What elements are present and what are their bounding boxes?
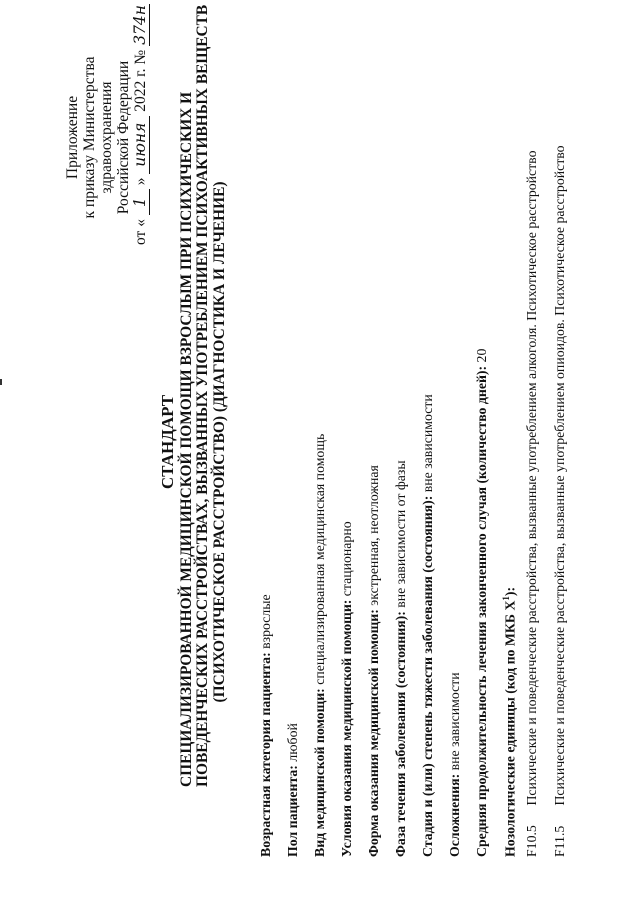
field-sex	[285, 723, 301, 857]
order-prefix: от «	[132, 219, 149, 245]
icd-description: Психические и поведенческие расстройства, вызванные употреблением опиоидов. Психотическое расстройство	[552, 145, 567, 806]
order-month: июня	[132, 116, 150, 174]
field-care-conditions	[339, 521, 355, 857]
appendix-line-1: к приказу Министерства здравоохранения	[81, 56, 115, 219]
field-value: вне зависимости	[447, 672, 462, 771]
field-value: вне зависимости от фазы	[393, 460, 408, 608]
field-label: Фаза течения заболевания (состояния):	[393, 611, 408, 857]
appendix-block	[64, 5, 150, 245]
nosology-row	[524, 151, 540, 858]
field-care-form	[366, 465, 382, 857]
field-value: специализированная медицинская помощь	[312, 433, 327, 685]
field-label: Осложнения:	[447, 773, 462, 857]
order-year: 2022 г. №	[132, 49, 149, 112]
standard-title-line-2: ПОВЕДЕНЧЕСКИХ РАССТРОЙСТВАХ, ВЫЗВАННЫХ УПОТРЕБЛЕНИЕМ ПСИХОАКТИВНЫХ ВЕЩЕСТВ	[194, 4, 211, 787]
standard-title-line-3: (ПСИХОТИЧЕСКОЕ РАССТРОЙСТВО) (ДИАГНОСТИКА И ЛЕЧЕНИЕ)	[210, 181, 228, 703]
field-value: стационарно	[339, 521, 354, 597]
nosology-row	[552, 145, 568, 857]
field-value: экстренная, неотложная	[366, 465, 381, 606]
appendix-line-2: Российской Федерации	[115, 60, 132, 215]
field-value: вне зависимости	[420, 394, 435, 493]
field-value: любой	[285, 723, 300, 762]
field-label: Вид медицинской помощи:	[312, 688, 327, 857]
nosology-label: Нозологические единицы (код по МКБ X	[502, 600, 518, 857]
standard-label: СТАНДАРТ	[158, 394, 177, 490]
field-label: Возрастная категория пациента:	[258, 652, 273, 857]
field-disease-stage	[420, 394, 436, 857]
icd-code: F10.5	[524, 825, 539, 857]
order-date-line	[131, 5, 150, 245]
standard-title-line-1: СПЕЦИАЛИЗИРОВАННОЙ МЕДИЦИНСКОЙ ПОМОЩИ ВЗРОСЛЫМ ПРИ ПСИХИЧЕСКИХ И	[177, 91, 195, 787]
field-value: взрослые	[258, 594, 273, 649]
field-label: Пол пациента:	[285, 765, 300, 857]
order-number: 374н	[131, 5, 149, 45]
field-complications	[447, 672, 463, 857]
field-age-category	[258, 594, 274, 857]
field-disease-phase	[393, 460, 409, 857]
nosology-footnote-mark: 1	[501, 596, 511, 601]
field-label: Средняя продолжительность лечения законченного случая (количество дней):	[474, 365, 489, 857]
field-label: Форма оказания медицинской помощи:	[366, 609, 381, 857]
field-care-type	[312, 434, 328, 857]
field-value: 20	[474, 348, 489, 363]
order-day: 1	[132, 189, 150, 215]
standard-title	[158, 4, 228, 787]
order-mid: »	[132, 177, 149, 186]
field-label: Стадия и (или) степень тяжести заболевания (состояния):	[420, 495, 435, 857]
field-label: Условия оказания медицинской помощи:	[339, 599, 354, 857]
icd-description: Психические и поведенческие расстройства, вызванные употреблением алкоголя. Психотическое расстройство	[524, 150, 539, 806]
field-treatment-duration	[474, 349, 490, 857]
nosology-label-end: ):	[502, 586, 518, 597]
appendix-title: Приложение	[64, 95, 81, 180]
icd-code: F11.5	[552, 825, 567, 857]
scan-mark	[0, 379, 2, 385]
nosology-heading	[501, 587, 519, 857]
